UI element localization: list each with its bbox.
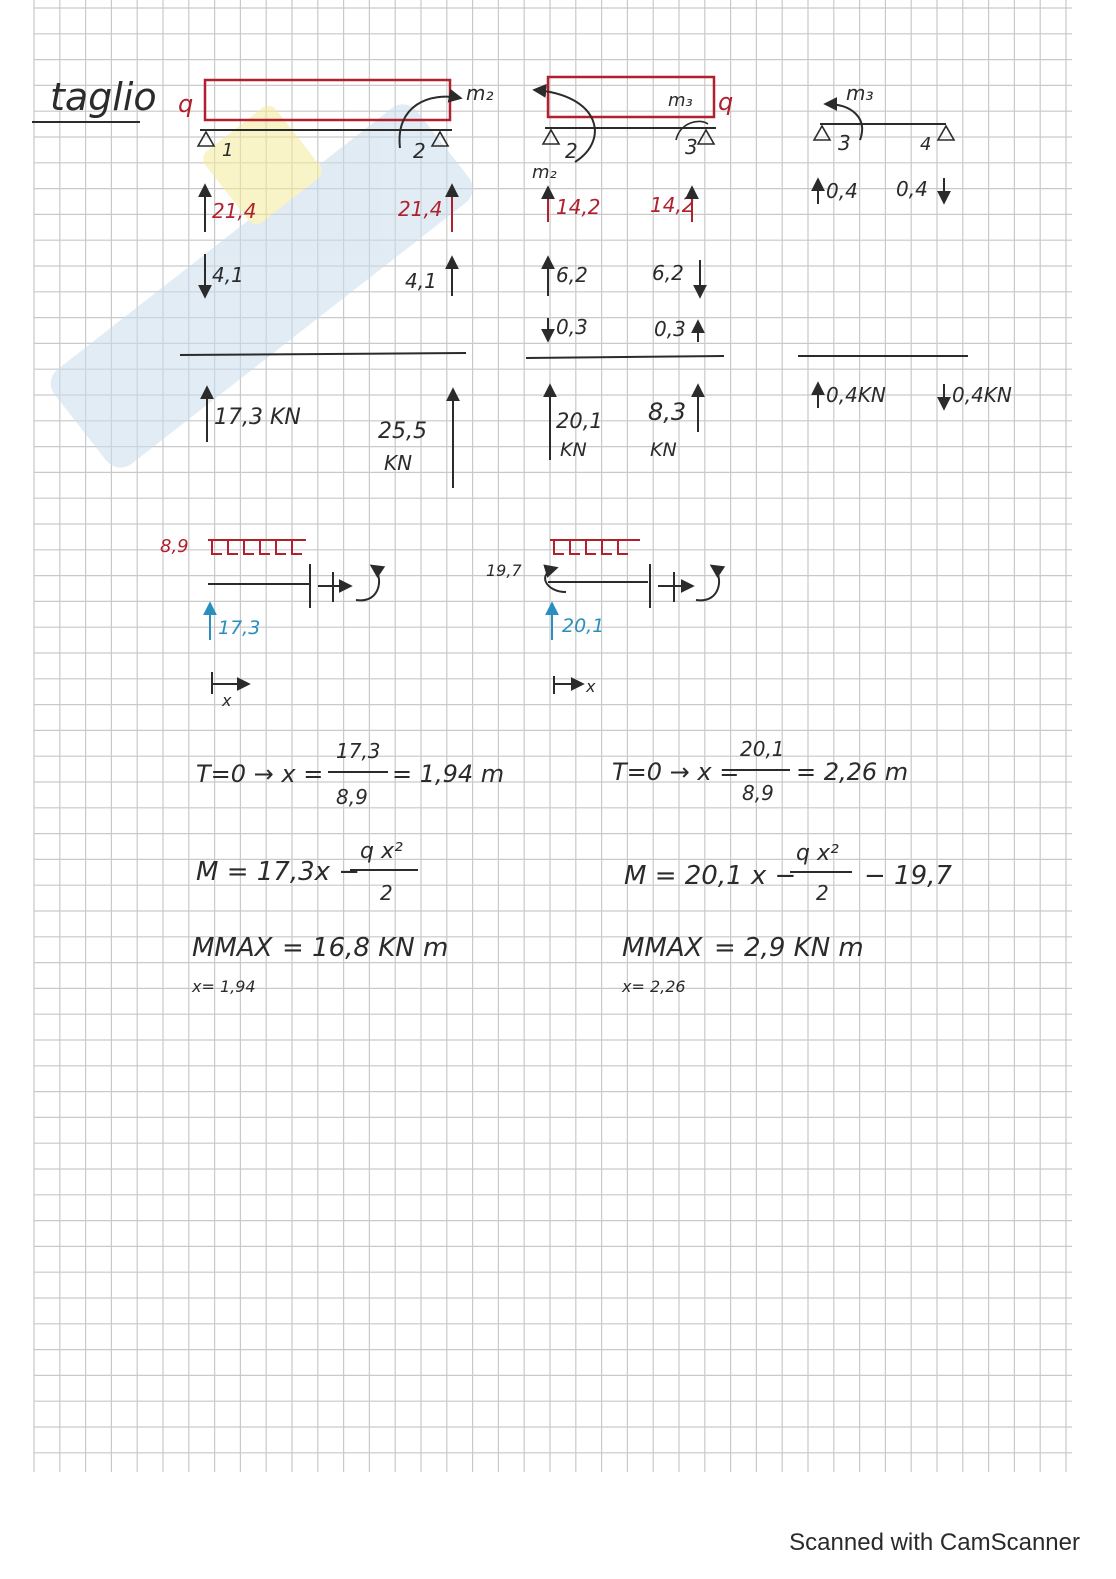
moment-m3b-label: m₃ bbox=[846, 81, 874, 105]
section-2-moment-den: 2 bbox=[816, 881, 829, 905]
moment-m3-label: m₃ bbox=[668, 90, 693, 111]
beam-2-result-right-unit: KN bbox=[650, 439, 677, 461]
beam-3-force-left: 0,4 bbox=[826, 179, 858, 203]
moment-m2b-label: m₂ bbox=[532, 162, 557, 183]
beam-2-force-1-right: 14,2 bbox=[650, 193, 695, 217]
section-1-shear-lhs: T=0 → x = bbox=[196, 760, 324, 788]
beam-1-force-2-left: 4,1 bbox=[212, 263, 244, 287]
beam-2-result-left-value: 20,1 bbox=[556, 409, 603, 433]
beam-2-result-right-value: 8,3 bbox=[648, 398, 687, 426]
section-2-shear-result: = 2,26 m bbox=[796, 758, 909, 786]
beam-2-q-label: q bbox=[718, 88, 734, 116]
section-1-x-label: x bbox=[222, 691, 232, 710]
section-2-shear-num: 20,1 bbox=[740, 737, 785, 761]
section-2-shear-lhs: T=0 → x = bbox=[612, 758, 740, 786]
beam-1-force-2-right: 4,1 bbox=[405, 269, 437, 293]
section-1-mmax-label: MMAX bbox=[192, 933, 273, 963]
beam-1-q-label: q bbox=[178, 90, 194, 118]
scanner-footer: Scanned with CamScanner bbox=[789, 1529, 1080, 1556]
moment-m2-label: m₂ bbox=[466, 81, 494, 105]
section-1-shear-result: = 1,94 m bbox=[392, 760, 505, 788]
node-3-label: 3 bbox=[685, 135, 698, 159]
beam-2-result-left-unit: KN bbox=[560, 439, 587, 461]
page-title: taglio bbox=[50, 75, 157, 119]
beam-1-force-1-right: 21,4 bbox=[398, 197, 443, 221]
section-1-mmax-value: = 16,8 KN m bbox=[282, 933, 449, 963]
beam-2-force-3-right: 0,3 bbox=[654, 317, 686, 341]
section-2-mmax-value: = 2,9 KN m bbox=[714, 933, 864, 963]
beam-1-result-right-value: 25,5 bbox=[378, 419, 427, 444]
section-1-moment-num: q x² bbox=[360, 839, 403, 864]
section-1-mmax-at: x= 1,94 bbox=[192, 977, 256, 996]
section-2-shear-den: 8,9 bbox=[742, 781, 774, 805]
beam-3-result-left: 0,4KN bbox=[826, 383, 886, 407]
section-1-reaction: 17,3 bbox=[218, 617, 261, 639]
node-2-label: 2 bbox=[413, 139, 426, 163]
section-2-moment-tail: − 19,7 bbox=[864, 861, 952, 891]
section-1-moment-lhs: M = 17,3x − bbox=[196, 857, 361, 887]
beam-1-result-left: 17,3 KN bbox=[214, 405, 301, 430]
section-1-shear-den: 8,9 bbox=[336, 785, 368, 809]
beam-2-force-2-right: 6,2 bbox=[652, 261, 684, 285]
beam-2-force-3-left: 0,3 bbox=[556, 315, 588, 339]
node-4-label: 4 bbox=[920, 134, 932, 155]
section-1-load-value: 8,9 bbox=[160, 536, 189, 557]
section-2-moment-num: q x² bbox=[796, 841, 839, 866]
node-3b-label: 3 bbox=[838, 131, 851, 155]
section-1-shear-num: 17,3 bbox=[336, 739, 381, 763]
beam-1-force-1-left: 21,4 bbox=[212, 199, 257, 223]
node-2b-label: 2 bbox=[565, 139, 578, 163]
beam-3-force-right: 0,4 bbox=[896, 177, 928, 201]
section-2-reaction: 20,1 bbox=[562, 615, 605, 637]
section-2-x-label: x bbox=[586, 677, 596, 696]
section-2-mmax-label: MMAX bbox=[622, 933, 703, 963]
section-1-moment-den: 2 bbox=[380, 881, 393, 905]
section-2-moment-lhs: M = 20,1 x − bbox=[624, 861, 797, 891]
beam-2-force-1-left: 14,2 bbox=[556, 195, 601, 219]
node-1-label: 1 bbox=[222, 140, 234, 161]
section-2-moment-value: 19,7 bbox=[486, 561, 522, 580]
beam-1-result-right-unit: KN bbox=[384, 451, 413, 475]
beam-2-force-2-left: 6,2 bbox=[556, 263, 588, 287]
beam-3-result-right: 0,4KN bbox=[952, 383, 1012, 407]
page-title-group bbox=[32, 75, 157, 122]
section-2-mmax-at: x= 2,26 bbox=[622, 977, 686, 996]
